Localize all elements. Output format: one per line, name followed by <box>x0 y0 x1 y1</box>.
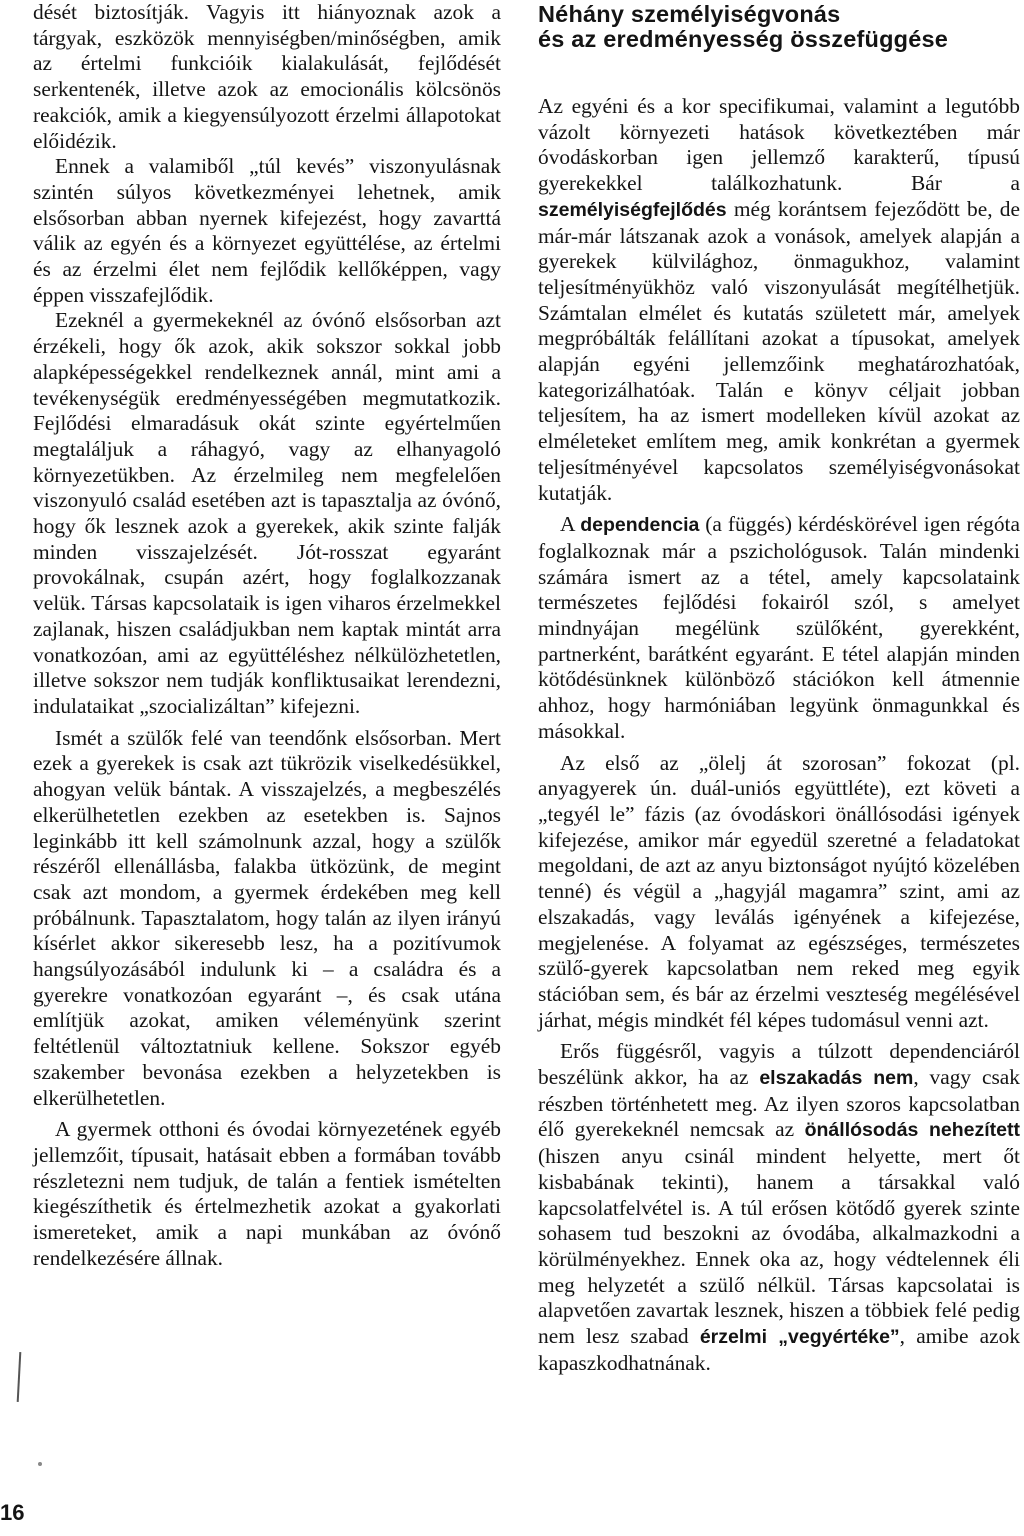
text-run: (a függés) kérdéskörével igen régóta foglalkoznak már a pszichológusok. Talán mindenki számára ismert az a tétel, amely kapcsolataink természetes fejlődési fokairól szól, s amelyet mindnyájan megélünk szülőként, gyerekként, partnerként, barátként egyaránt. E tétel alapján minden kötődésünknek különböző stációkon kell átmennie ahhoz, hogy harmóniában legyünk önmagunkkal és másokkal. <box>538 512 1020 743</box>
heading-line: Néhány személyiségvonás <box>538 1 841 27</box>
section-heading <box>538 2 1020 52</box>
heading-line: és az eredményesség összefüggése <box>538 26 949 52</box>
text-run: , vagy csak részben történhetett meg. Az ilyen szoros kapcsolatban élő gyerekeknél nemcsak az <box>538 1065 1020 1142</box>
text-run: , amibe azok kapaszkodhatnának. <box>538 1324 1021 1375</box>
paragraph: Ennek a valamiből „túl kevés” viszonyulásnak szintén súlyos következményei lehetnek, amik elsősorban abban nyernek kifejezést, hogy zavarttá válik az egyén és a környezet együttélése, az értelmi és az érzelmi élet nem fejlődik kellőképpen, vagy éppen visszafejlődik. <box>33 154 501 307</box>
paragraph <box>538 512 1020 744</box>
paragraph: dését biztosítják. Vagyis itt hiányoznak azok a tárgyak, eszközök mennyiségben/minőségben, amik az értelmi funkcióik kialakulását, fejlődését serkentenék, illetve azok az emocionális kölcsönös reakciók, amik a kiegyensúlyozott érzelmi állapotokat előidézik. <box>33 0 501 153</box>
speck-mark <box>38 1462 42 1466</box>
text-run: A <box>560 512 581 537</box>
text-run: még korántsem fejeződött be, de már-már látszanak azok a vonások, amelyek alapján a gyerekek külvilághoz, önmagukhoz, valamint teljesítményükhöz való viszonyulását megítélhetjük. Számtalan elmélet és kutatás született már, amelyek megpróbálták felállítani azokat a típusokat, amelyek alapján egyéni jellemzőink meghatározhatóak, kategorizálhatóak. Talán e könyv céljait jobban teljesítem, ha az ismert modelleken kívül azokat az elméleteket említem meg, amik konkrétan a gyermek teljesítményével kapcsolatos személyiségvonásokat kutatják. <box>538 196 1020 505</box>
paragraph <box>538 94 1020 506</box>
text-run: Erős függésről, vagyis a túlzott dependenciáról beszélünk akkor, ha az <box>538 1039 1020 1090</box>
bold-term: dependencia <box>580 514 700 537</box>
paragraph: Az első az „ölelj át szorosan” fokozat (pl. anyagyerek ún. duál-uniós együttléte), ezt követi a „tegyél le” fázis (az óvodáskori önállósodási igények kifejezése, amikor már egyedül szeretné a feladatokat megoldani, de azt az anyu biztonságot nyújtó közelében tenné) és végül a „hagyjál magamra” szint, ami az elszakadás, vagy leválás igényének a kifejezése, megjelenése. A folyamat az egészséges, természetes szülő-gyerek kapcsolatban nem reked meg egyik stációban sem, és bár az érzelmi veszteség megélésével járhat, mégis mindkét fél képes tudomásul venni azt. <box>538 750 1020 1032</box>
text-run: Az egyéni és a kor specifikumai, valamint a legutóbb vázolt környezeti hatások következtében már óvodáskorban igen jellemző karakterű, típusú gyerekekkel találkozhatunk. Bár a <box>538 94 1020 196</box>
text-run: (hiszen anyu csinál mindent helyette, mert őt kisbabának tekinti), hanem a társakkal való kapcsolatfelvétel is. A túl erősen kötődő gyerek szinte sohasem tud beszokni az óvodába, alkalmazkodni a körülményekhez. Ennek oka az, hogy védtelennek éli meg helyzetét a szülő nélkül. Társas kapcsolatai is alapvetően zavartak lesznek, hiszen a többiek felé pedig nem lesz szabad <box>538 1144 1020 1349</box>
page-number: 16 <box>0 1500 25 1525</box>
bold-term: elszakadás nem <box>759 1067 914 1090</box>
paragraph <box>538 1039 1020 1376</box>
right-column <box>538 0 1020 1376</box>
paragraph: Ismét a szülők felé van teendőnk elsősorban. Mert ezek a gyerekek is csak azt tükrözik viselkedésükkel, ahogyan velük bántak. A visszajelzés, a megbeszélés elkerülhetetlen ezekben az esetekben is. Sajnos leginkább itt kell számolnunk azzal, hogy a szülők részéről ellenállásba, falakba ütközünk, de megint csak azt mondom, a gyermek érdekében meg kell próbálnunk. Tapasztalatom, hogy talán az ilyen irányú kísérlet akkor sikeresebb lesz, ha a pozitívumok hangsúlyozásából indulunk ki – a családra és a gyerekre vonatkozóan egyaránt –, és csak utána említjük azokat, amiken véleményünk szerint feltétlenül változtatniuk kellene. Sokszor egyéb szakember bevonása ezekben a helyzetekben is elkerülhetetlen. <box>33 725 501 1110</box>
paragraph: Ezeknél a gyermekeknél az óvónő elsősorban azt érzékeli, hogy ők azok, akik sokszor sokkal jobb alapképességekkel rendelkeznek annál, mint ami a tevékenységük eredményességében megmutatkozik. Fejlődési elmaradásuk okát szinte egyértelműen megtaláljuk a ráhagyó, vagy az elhanyagoló környezetükben. Az érzelmileg nem megfelelően viszonyuló család esetében azt is tapasztalja az óvónő, hogy ők lesznek azok a gyerekek, akik szinte falják minden visszajelzését. Jót-rosszat egyaránt provokálnak, csupán azért, hogy foglalkozzanak velük. Társas kapcsolataik is igen viharos érzelmekkel zajlanak, hiszen családjukban nem kaptak mintát arra vonatkozóan, ami az együttéléshez nélkülözhetetlen, illetve sokszor nem tudják konfliktusaikat lerendezni, indulataikat „szocializáltan” kifejezni. <box>33 308 501 718</box>
paragraph: A gyermek otthoni és óvodai környezetének egyéb jellemzőit, típusait, hatásait ebben a formában tovább részletezni nem tudjuk, de talán a fentiek ismételten kiegészíthetik és értelmezhetik azokat a gyakorlati ismereteket, amik a napi munkában az óvónő rendelkezésére állnak. <box>33 1117 501 1270</box>
margin-pencil-mark <box>17 1352 22 1402</box>
bold-term: önállósodás nehezített <box>804 1119 1020 1142</box>
bold-term: érzelmi „vegyértéke” <box>699 1326 900 1349</box>
left-column <box>33 0 501 1271</box>
bold-term: személyiségfejlődés <box>538 198 727 221</box>
